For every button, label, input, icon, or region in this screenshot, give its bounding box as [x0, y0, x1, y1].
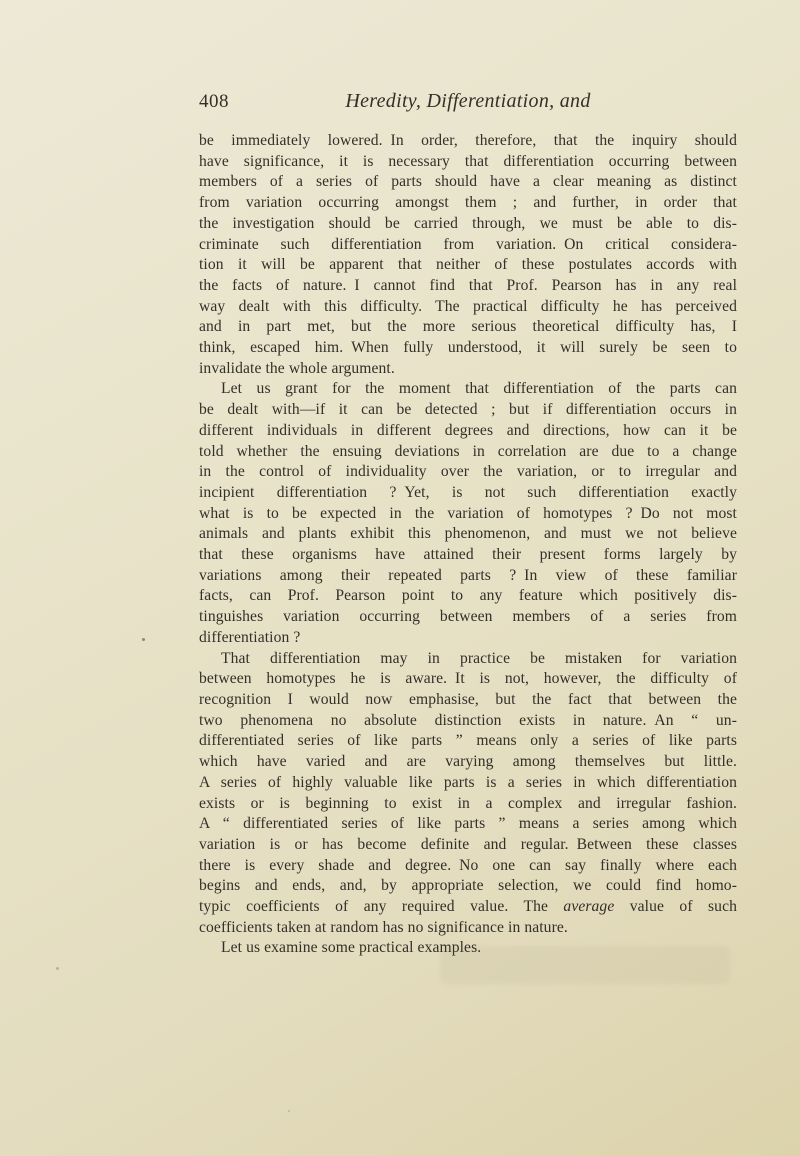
text-line: exists or is beginning to exist in a complex and irregular fashion. — [199, 794, 737, 812]
text-block — [199, 131, 737, 959]
text-line: different individuals in different degrees and directions, how can it be — [199, 421, 737, 439]
text-line: begins and ends, and, by appropriate selection, we could find homo- — [199, 877, 737, 895]
text-line: members of a series of parts should have a clear meaning as distinct — [199, 173, 737, 191]
text-line: Let us grant for the moment that differentiation of the parts can — [221, 380, 737, 398]
text-line: which have varied and are varying among themselves but little. — [199, 753, 737, 771]
text-line: what is to be expected in the variation of homotypes ? Do not most — [199, 504, 737, 522]
paper-speck — [142, 638, 145, 641]
page-show-through — [440, 946, 730, 984]
text-line: two phenomena no absolute distinction exists in nature. An “ un- — [199, 711, 737, 729]
text-line: be immediately lowered. In order, therefore, that the inquiry should — [199, 132, 737, 149]
paragraph — [199, 379, 737, 648]
page-header — [199, 90, 737, 116]
text-line: differentiated series of like parts ” means only a series of like parts — [199, 732, 737, 750]
text-line: recognition I would now emphasise, but the fact that between the — [199, 690, 737, 708]
paragraph — [199, 649, 737, 939]
text-line: invalidate the whole argument. — [199, 359, 395, 377]
text-line: way dealt with this difficulty. The practical difficulty he has perceived — [199, 297, 737, 315]
paper-speck — [56, 967, 59, 970]
text-line: A “ differentiated series of like parts ” means a series among which — [199, 815, 737, 833]
text-line: differentiation ? — [199, 628, 301, 646]
page-number: 408 — [199, 91, 229, 112]
text-line: tion it will be apparent that neither of these postulates accords with — [199, 256, 737, 274]
text-line: Let us examine some practical examples. — [221, 939, 482, 957]
text-line: A series of highly valuable like parts is a series in which differentiation — [199, 773, 737, 791]
text-line: facts, can Prof. Pearson point to any feature which positively dis- — [199, 587, 737, 605]
text-line: animals and plants exhibit this phenomenon, and must we not believe — [199, 525, 737, 543]
text-line: that these organisms have attained their present forms largely by — [199, 546, 737, 564]
text-line: and in part met, but the more serious theoretical difficulty has, I — [199, 318, 737, 336]
text-line: in the control of individuality over the variation, or to irregular and — [199, 463, 737, 481]
text-line: think, escaped him. When fully understood, it will surely be seen to — [199, 339, 737, 357]
text-line: variation is or has become definite and regular. Between these classes — [199, 835, 737, 853]
text-line: That differentiation may in practice be mistaken for variation — [221, 649, 737, 667]
text-line: coefficients taken at random has no significance in nature. — [199, 918, 568, 936]
text-line: the facts of nature. I cannot find that Prof. Pearson has in any real — [199, 276, 737, 294]
text-line: be dealt with—if it can be detected ; but if differentiation occurs in — [199, 401, 737, 419]
text-line: told whether the ensuing deviations in correlation are due to a change — [199, 442, 737, 460]
text-line: have significance, it is necessary that differentiation occurring between — [199, 152, 737, 170]
text-line: typic coefficients of any required value. The average value of such — [199, 898, 738, 916]
text-line: from variation occurring amongst them ; and further, in order that — [199, 194, 737, 212]
text-line: between homotypes he is aware. It is not, however, the difficulty of — [199, 670, 737, 688]
paragraph — [199, 131, 737, 379]
text-line: the investigation should be carried through, we must be able to dis- — [199, 214, 737, 232]
text-line: variations among their repeated parts ? In view of these familiar — [199, 566, 737, 584]
text-line: tinguishes variation occurring between members of a series from — [199, 608, 737, 626]
text-line: criminate such differentiation from variation. On critical considera- — [199, 235, 737, 253]
running-title: Heredity, Differentiation, and — [345, 90, 591, 112]
text-line: incipient differentiation ? Yet, is not such differentiation exactly — [199, 483, 737, 501]
text-line: there is every shade and degree. No one can say finally where each — [199, 856, 737, 874]
paper-speck — [288, 1110, 290, 1112]
